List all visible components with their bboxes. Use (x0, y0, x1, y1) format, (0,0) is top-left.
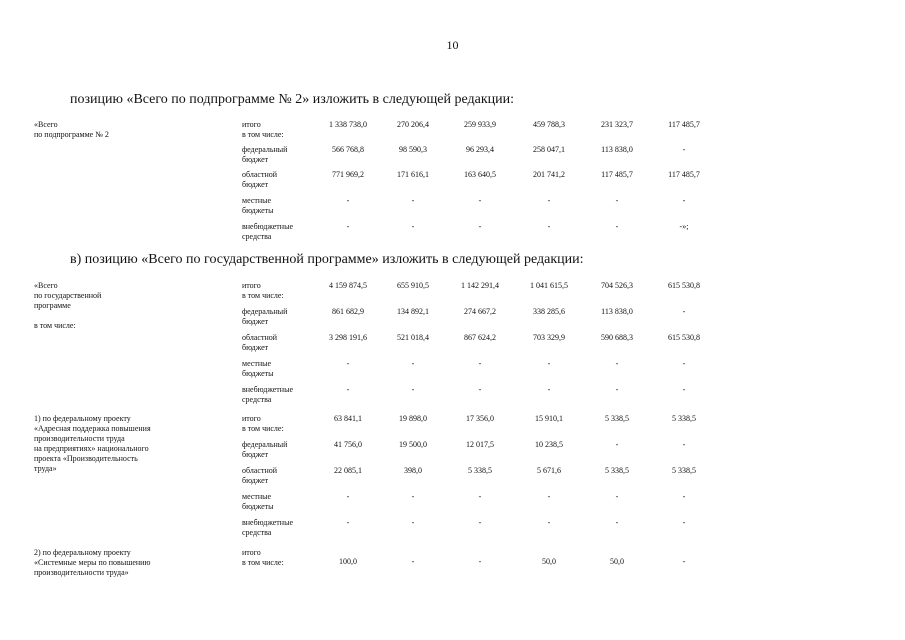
cell-value: 134 892,1 (397, 307, 429, 316)
cell-value: - (682, 518, 686, 527)
table-row (0, 120, 905, 148)
cell-value: 615 530,8 (668, 333, 700, 342)
cell-value: - (682, 359, 686, 368)
cell-value: 771 969,2 (332, 170, 364, 179)
cell-value: - (478, 492, 482, 501)
row-type: итого в том числе: (242, 548, 284, 567)
cell-value: 3 298 191,6 (329, 333, 367, 342)
cell-value: 231 323,7 (601, 120, 633, 129)
cell-value: 113 838,0 (601, 307, 633, 316)
cell-value: - (411, 385, 415, 394)
cell-value: 50,0 (542, 557, 556, 566)
cell-value: - (411, 196, 415, 205)
cell-value: 22 085,1 (334, 466, 362, 475)
cell-value: - (411, 557, 415, 566)
cell-value: - (478, 359, 482, 368)
cell-value: 1 142 291,4 (461, 281, 499, 290)
page-number: 10 (446, 38, 459, 52)
row-type: итого в том числе: (242, 414, 284, 433)
cell-value: - (478, 222, 482, 231)
row-type: местные бюджеты (242, 196, 274, 215)
table-row (0, 466, 905, 494)
cell-value: 15 910,1 (535, 414, 563, 423)
cell-value: -»; (679, 222, 689, 231)
table-row (0, 518, 905, 546)
cell-value: - (615, 440, 619, 449)
cell-value: 12 017,5 (466, 440, 494, 449)
row-type: областной бюджет (242, 170, 278, 189)
row-type: местные бюджеты (242, 359, 274, 378)
cell-value: - (682, 557, 686, 566)
cell-value: 338 285,6 (533, 307, 565, 316)
cell-value: - (682, 307, 686, 316)
cell-value: 50,0 (610, 557, 624, 566)
cell-value: - (346, 196, 350, 205)
cell-value: - (615, 385, 619, 394)
table-row (0, 548, 905, 576)
cell-value: - (411, 222, 415, 231)
cell-value: 5 338,5 (672, 466, 696, 475)
cell-value: - (346, 359, 350, 368)
cell-value: - (547, 492, 551, 501)
cell-value: 704 526,3 (601, 281, 633, 290)
section1-heading: позицию «Всего по подпрограмме № 2» изложить в следующей редакции: (70, 92, 515, 107)
cell-value: 163 640,5 (464, 170, 496, 179)
cell-value: 10 238,5 (535, 440, 563, 449)
cell-value: 171 616,1 (397, 170, 429, 179)
table-row (0, 492, 905, 520)
table-row (0, 359, 905, 387)
cell-value: - (615, 196, 619, 205)
row-type: областной бюджет (242, 466, 278, 485)
cell-value: 703 329,9 (533, 333, 565, 342)
cell-value: - (547, 359, 551, 368)
cell-value: 17 356,0 (466, 414, 494, 423)
table-row (0, 170, 905, 198)
cell-value: - (615, 359, 619, 368)
row-type: местные бюджеты (242, 492, 274, 511)
cell-value: - (478, 557, 482, 566)
cell-value: 201 741,2 (533, 170, 565, 179)
cell-value: 113 838,0 (601, 145, 633, 154)
cell-value: 96 293,4 (466, 145, 494, 154)
table-row (0, 440, 905, 468)
table-row (0, 307, 905, 335)
cell-value: 274 667,2 (464, 307, 496, 316)
cell-value: - (346, 385, 350, 394)
section2-heading: в) позицию «Всего по государственной программе» изложить в следующей редакции: (70, 252, 584, 267)
row-type: внебюджетные средства (242, 518, 293, 537)
cell-value: - (615, 492, 619, 501)
cell-value: - (411, 492, 415, 501)
cell-value: 19 898,0 (399, 414, 427, 423)
cell-value: 655 910,5 (397, 281, 429, 290)
table-row (0, 281, 905, 309)
cell-value: - (547, 385, 551, 394)
cell-value: 5 338,5 (672, 414, 696, 423)
project2-label: 2) по федеральному проекту «Системные меры по повышению производительности труда» (34, 548, 151, 577)
cell-value: - (478, 385, 482, 394)
cell-value: - (615, 518, 619, 527)
cell-value: 258 047,1 (533, 145, 565, 154)
cell-value: 1 041 615,5 (530, 281, 568, 290)
cell-value: 459 788,3 (533, 120, 565, 129)
cell-value: - (682, 145, 686, 154)
cell-value: 521 018,4 (397, 333, 429, 342)
table-row (0, 196, 905, 224)
cell-value: 19 500,0 (399, 440, 427, 449)
cell-value: - (346, 518, 350, 527)
cell-value: - (682, 440, 686, 449)
cell-value: - (411, 359, 415, 368)
row-type: областной бюджет (242, 333, 278, 352)
cell-value: 63 841,1 (334, 414, 362, 423)
cell-value: 117 485,7 (668, 120, 700, 129)
cell-value: 5 338,5 (605, 414, 629, 423)
cell-value: 98 590,3 (399, 145, 427, 154)
total-label: «Всего по государственной программе в том числе: (34, 281, 102, 330)
cell-value: - (682, 492, 686, 501)
row-type: федеральный бюджет (242, 440, 288, 459)
cell-value: 117 485,7 (668, 170, 700, 179)
cell-value: 590 688,3 (601, 333, 633, 342)
cell-value: - (682, 385, 686, 394)
cell-value: - (547, 518, 551, 527)
cell-value: - (346, 222, 350, 231)
cell-value: - (682, 196, 686, 205)
section1-label: «Всего по подпрограмме № 2 (34, 120, 109, 139)
cell-value: - (615, 222, 619, 231)
row-type: итого в том числе: (242, 120, 284, 139)
table-row (0, 145, 905, 173)
cell-value: 398,0 (404, 466, 422, 475)
cell-value: - (547, 222, 551, 231)
cell-value: 566 768,8 (332, 145, 364, 154)
cell-value: 867 624,2 (464, 333, 496, 342)
cell-value: 4 159 874,5 (329, 281, 367, 290)
row-type: федеральный бюджет (242, 307, 288, 326)
cell-value: 100,0 (339, 557, 357, 566)
cell-value: 861 682,9 (332, 307, 364, 316)
cell-value: - (478, 196, 482, 205)
table-row (0, 222, 905, 250)
project1-label: 1) по федеральному проекту «Адресная поддержка повышения производительности труда на предприятиях» национального проекта «Производительность труда» (34, 414, 151, 473)
row-type: внебюджетные средства (242, 385, 293, 404)
cell-value: - (478, 518, 482, 527)
cell-value: 5 338,5 (468, 466, 492, 475)
cell-value: 615 530,8 (668, 281, 700, 290)
table-row (0, 385, 905, 413)
row-type: итого в том числе: (242, 281, 284, 300)
cell-value: - (346, 492, 350, 501)
cell-value: 5 338,5 (605, 466, 629, 475)
table-row (0, 414, 905, 442)
cell-value: 270 206,4 (397, 120, 429, 129)
cell-value: 41 756,0 (334, 440, 362, 449)
cell-value: 259 933,9 (464, 120, 496, 129)
cell-value: 117 485,7 (601, 170, 633, 179)
cell-value: 1 338 738,0 (329, 120, 367, 129)
table-row (0, 333, 905, 361)
cell-value: - (547, 196, 551, 205)
row-type: федеральный бюджет (242, 145, 288, 164)
row-type: внебюджетные средства (242, 222, 293, 241)
cell-value: 5 671,6 (537, 466, 561, 475)
cell-value: - (411, 518, 415, 527)
